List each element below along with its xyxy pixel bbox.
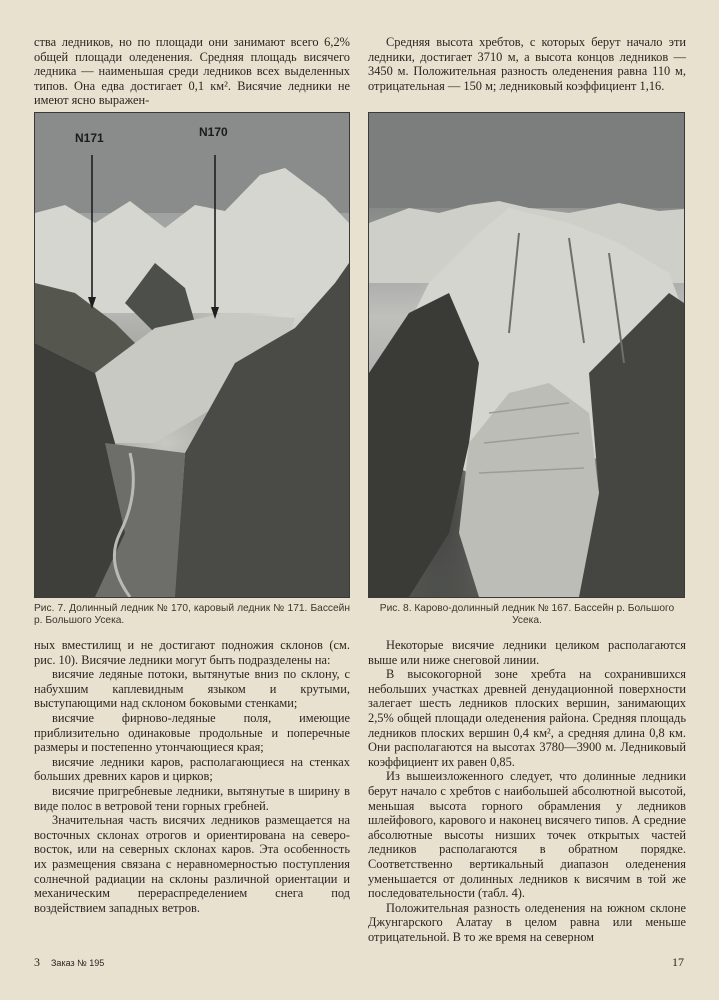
figure-7-photo: [34, 112, 350, 598]
paragraph: ства ледников, но по площади они занимают всего 6,2% общей площади оледенения. Средняя площадь висячего ледника — наименьшая среди ледников всех выделенных типов. Она едва достигает 0,1 км². Висячие ледники не имеют ясно выражен-: [34, 35, 350, 108]
list-item: висячие фирново-ледяные поля, имеющие приблизительно одинаковые продольные и поперечные размеры и постепенно утончающиеся края;: [34, 710, 350, 755]
marker-label-171: N171: [75, 131, 104, 145]
column-bottom-left: [34, 638, 350, 915]
paragraph: ных вместилищ и не достигают подножия склонов (см. рис. 10). Висячие ледники могут быть подразделены на:: [34, 638, 350, 667]
order-number: Заказ № 195: [51, 958, 105, 968]
page-number: 17: [672, 955, 684, 969]
column-bottom-right: [368, 638, 686, 944]
column-top-left: [34, 35, 350, 108]
signature-mark: 3: [34, 955, 40, 969]
paragraph: Положительная разность оледенения на южном склоне Джунгарского Алатау в целом равна или меньше отрицательной. В то же время на северном: [368, 900, 686, 944]
figure-7-caption: Рис. 7. Долинный ледник № 170, каровый ледник № 171. Бассейн р. Большого Усека.: [34, 603, 350, 627]
paragraph: Некоторые висячие ледники целиком располагаются выше или ниже снеговой линии.: [368, 638, 686, 667]
figure-8-caption: Рис. 8. Карово-долинный ледник № 167. Бассейн р. Большого Усека.: [379, 603, 675, 627]
footer-signature: [34, 955, 104, 970]
paragraph: В высокогорной зоне хребта на сохранившихся небольших участках древней денудационной поверхности залегает шесть ледников плоских вершин, занимающих 2,5% общей площади оледенения района. Средняя площадь ледников плоских вершин 0,4 км², а средняя длина 0,8 км. Они располагаются на высотах 3780—3900 м. Ледниковый коэффициент их равен 0,85.: [368, 667, 686, 769]
column-top-right: [368, 35, 686, 93]
paragraph: Значительная часть висячих ледников размещается на восточных склонах отрогов и ориентирована на северо-восток, или на северных склонах каров. Эта особенность их размещения связана с неравномерностью поступления солнечной радиации на склоны различной ориентации и механическим перераспределением снега под воздействием западных ветров.: [34, 813, 350, 915]
list-item: висячие пригребневые ледники, вытянутые в ширину в виде полос в ветровой тени горных гребней.: [34, 783, 350, 813]
mountain-valley-illustration: [35, 113, 349, 597]
paragraph: Из вышеизложенного следует, что долинные ледники берут начало с хребтов с наибольшей абсолютной высотой, меньшая высота горного обрамления у ледников шлейфового, карового и наконец висячего типов. А средние абсолютные высоты низших точек открытых частей ледников располагаются в обратном порядке. Соответственно вертикальный диапазон оледенения уменьшается от долинных ледников к висячим в той же последовательности (табл. 4).: [368, 769, 686, 901]
cirque-glacier-illustration: [369, 113, 684, 597]
marker-label-170: N170: [199, 125, 228, 139]
figure-8-photo: [368, 112, 685, 598]
list-item: висячие ледники каров, располагающиеся на стенках больших древних каров и цирков;: [34, 754, 350, 784]
list-item: висячие ледяные потоки, вытянутые вниз по склону, с набухшим каплевидным языком и крутыми, выступающими над склоном боковыми стенками;: [34, 667, 350, 711]
paragraph: Средняя высота хребтов, с которых берут начало эти ледники, достигает 3710 м, а высота концов ледников — 3450 м. Положительная разность оледенения равна 110 м, отрицательная — 150 м; ледниковый коэффициент 1,16.: [368, 35, 686, 93]
